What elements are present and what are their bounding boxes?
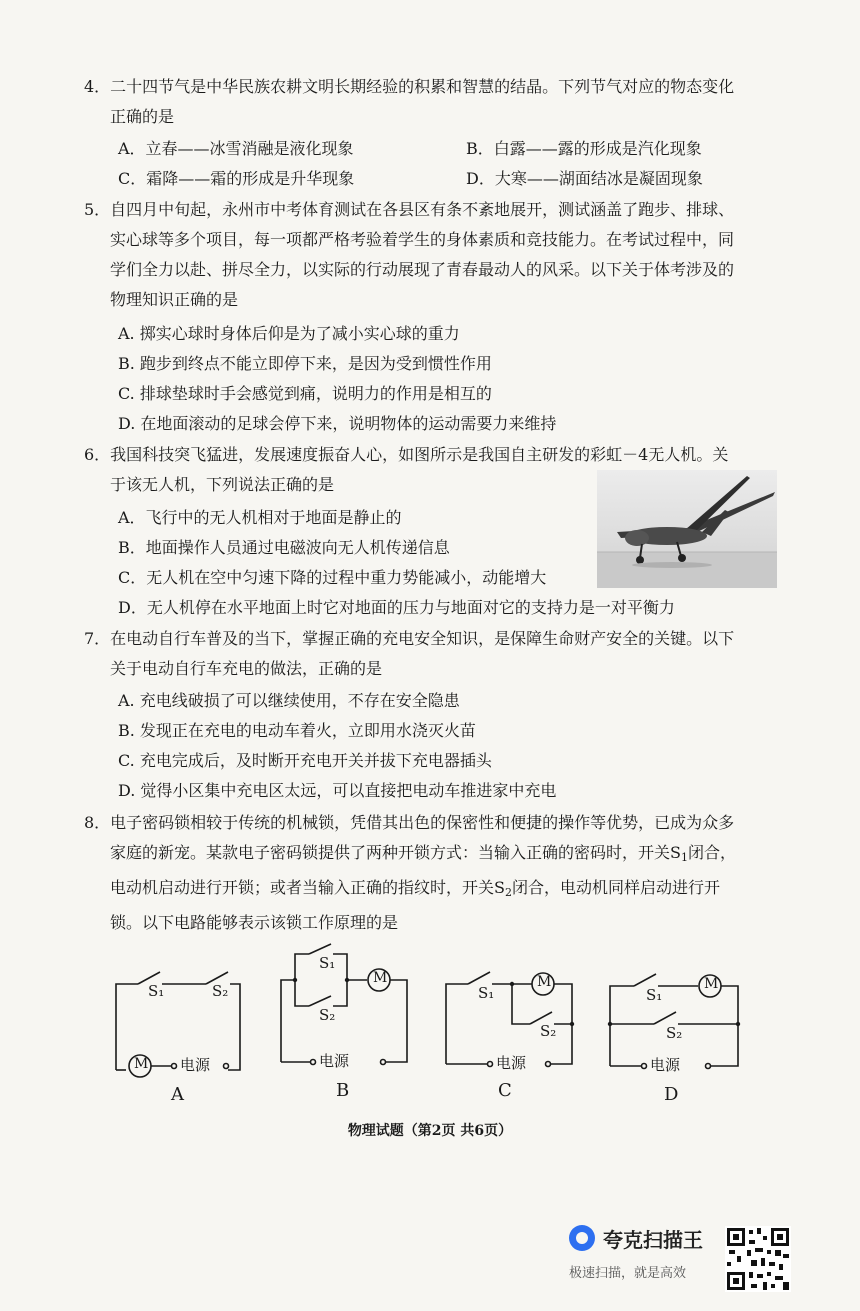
circuit-a-motor-label: M [134, 1056, 149, 1072]
circuit-d-power-label: 电源 [650, 1056, 681, 1074]
question-4-option-c: C．霜降——霜的形成是升华现象 [118, 169, 355, 188]
circuit-b-switch-s2-label: S₂ [319, 1006, 336, 1024]
question-4-option-a: A．立春——冰雪消融是液化现象 [118, 139, 354, 158]
circuit-diagram-b [275, 940, 415, 1070]
circuit-c-switch-s1-label: S₁ [478, 984, 495, 1002]
circuit-diagram-c [440, 960, 580, 1076]
circuit-a-switch-s2-label: S₂ [212, 982, 229, 1000]
circuit-b-motor-label: M [373, 970, 388, 986]
page-footer: 物理试题（第2页 共6页） [347, 1123, 513, 1139]
question-6-stem-line-2: 于该无人机，下列说法正确的是 [110, 475, 335, 494]
circuit-diagram-a [110, 962, 250, 1078]
question-5 [84, 195, 784, 315]
question-5-stem-line-1: 5．自四月中旬起，永州市中考体育测试在各县区有条不紊地展开，测试涵盖了跑步、排球、 [84, 200, 735, 219]
circuit-d-motor-label: M [704, 976, 719, 992]
question-5-option-b: B. 跑步到终点不能立即停下来，是因为受到惯性作用 [118, 354, 492, 373]
qr-code-icon [725, 1226, 791, 1292]
circuit-a-label: A [171, 1084, 184, 1105]
question-5-stem-line-2: 实心球等多个项目，每一项都严格考验着学生的身体素质和竞技能力。在考试过程中，同 [110, 230, 735, 249]
question-4 [84, 72, 784, 132]
question-7 [84, 624, 784, 684]
circuit-c-power-label: 电源 [496, 1054, 527, 1072]
question-5-stem-line-4: 物理知识正确的是 [110, 290, 239, 309]
question-6-option-b: B．地面操作人员通过电磁波向无人机传递信息 [118, 538, 450, 557]
question-8-stem-line-2: 家庭的新宠。某款电子密码锁提供了两种开锁方式：当输入正确的密码时，开关$S_1$闭合， [110, 843, 736, 864]
question-5-option-c: C. 排球垫球时手会感觉到痛，说明力的作用是相互的 [118, 384, 492, 403]
question-7-option-a: A. 充电线破损了可以继续使用，不存在安全隐患 [118, 691, 460, 710]
question-6-stem-line-1: 6．我国科技突飞猛进，发展速度振奋人心，如图所示是我国自主研发的彩虹－4无人机。关 [84, 445, 729, 464]
question-8-stem-line-3: 电动机启动进行开锁；或者当输入正确的指纹时，开关$S_2$闭合，电动机同样启动进行开 [110, 878, 720, 899]
question-7-stem-line-1: 7．在电动自行车普及的当下，掌握正确的充电安全知识，是保障生命财产安全的关键。以下 [84, 629, 735, 648]
question-4-stem-line-2: 正确的是 [110, 107, 175, 126]
circuit-d-switch-s1-label: S₁ [646, 986, 663, 1004]
circuit-c-switch-s2-label: S₂ [540, 1022, 557, 1040]
brand-tagline: 极速扫描，就是高效 [569, 1266, 687, 1281]
question-6-option-a: A．飞行中的无人机相对于地面是静止的 [118, 508, 402, 527]
question-8-stem-line-4: 锁。以下电路能够表示该锁工作原理的是 [110, 913, 399, 932]
question-5-option-d: D. 在地面滚动的足球会停下来，说明物体的运动需要力来维持 [118, 414, 557, 433]
circuit-c-motor-label: M [537, 974, 552, 990]
question-6-option-d: D．无人机停在水平地面上时它对地面的压力与地面对它的支持力是一对平衡力 [118, 598, 675, 617]
question-7-stem-line-2: 关于电动自行车充电的做法，正确的是 [110, 659, 383, 678]
circuit-c-label: C [498, 1080, 512, 1101]
question-7-option-c: C. 充电完成后，及时断开充电开关并拔下充电器插头 [118, 751, 492, 770]
circuit-b-power-label: 电源 [319, 1052, 350, 1070]
circuit-b-label: B [336, 1080, 350, 1101]
brand-name: 夸克扫描王 [603, 1227, 703, 1252]
scanner-brand [569, 1222, 703, 1254]
question-4-option-b: B．白露——露的形成是汽化现象 [466, 139, 702, 158]
circuit-a-power-label: 电源 [180, 1056, 211, 1074]
circuit-d-label: D [664, 1084, 679, 1105]
drone-photo [597, 470, 777, 588]
circuit-d-switch-s2-label: S₂ [666, 1024, 683, 1042]
question-8 [84, 808, 784, 938]
quark-logo-icon [569, 1225, 595, 1251]
question-6-option-c: C．无人机在空中匀速下降的过程中重力势能减小，动能增大 [118, 568, 547, 587]
drone-illustration [597, 470, 777, 588]
question-4-stem-line-1: 4．二十四节气是中华民族农耕文明长期经验的积累和智慧的结晶。下列节气对应的物态变化 [84, 77, 735, 96]
circuit-a-switch-s1-label: S₁ [148, 982, 165, 1000]
circuit-diagram-d [604, 962, 744, 1078]
question-8-stem-line-1: 8．电子密码锁相较于传统的机械锁，凭借其出色的保密性和便捷的操作等优势，已成为众多 [84, 813, 735, 832]
question-5-stem-line-3: 学们全力以赴、拼尽全力，以实际的行动展现了青春最动人的风采。以下关于体考涉及的 [110, 260, 735, 279]
circuit-b-switch-s1-label: S₁ [319, 954, 336, 972]
question-5-option-a: A. 掷实心球时身体后仰是为了减小实心球的重力 [118, 324, 460, 343]
question-4-option-d: D．大寒——湖面结冰是凝固现象 [466, 169, 703, 188]
question-7-option-b: B. 发现正在充电的电动车着火，立即用水浇灭火苗 [118, 721, 476, 740]
question-7-option-d: D. 觉得小区集中充电区太远，可以直接把电动车推进家中充电 [118, 781, 557, 800]
